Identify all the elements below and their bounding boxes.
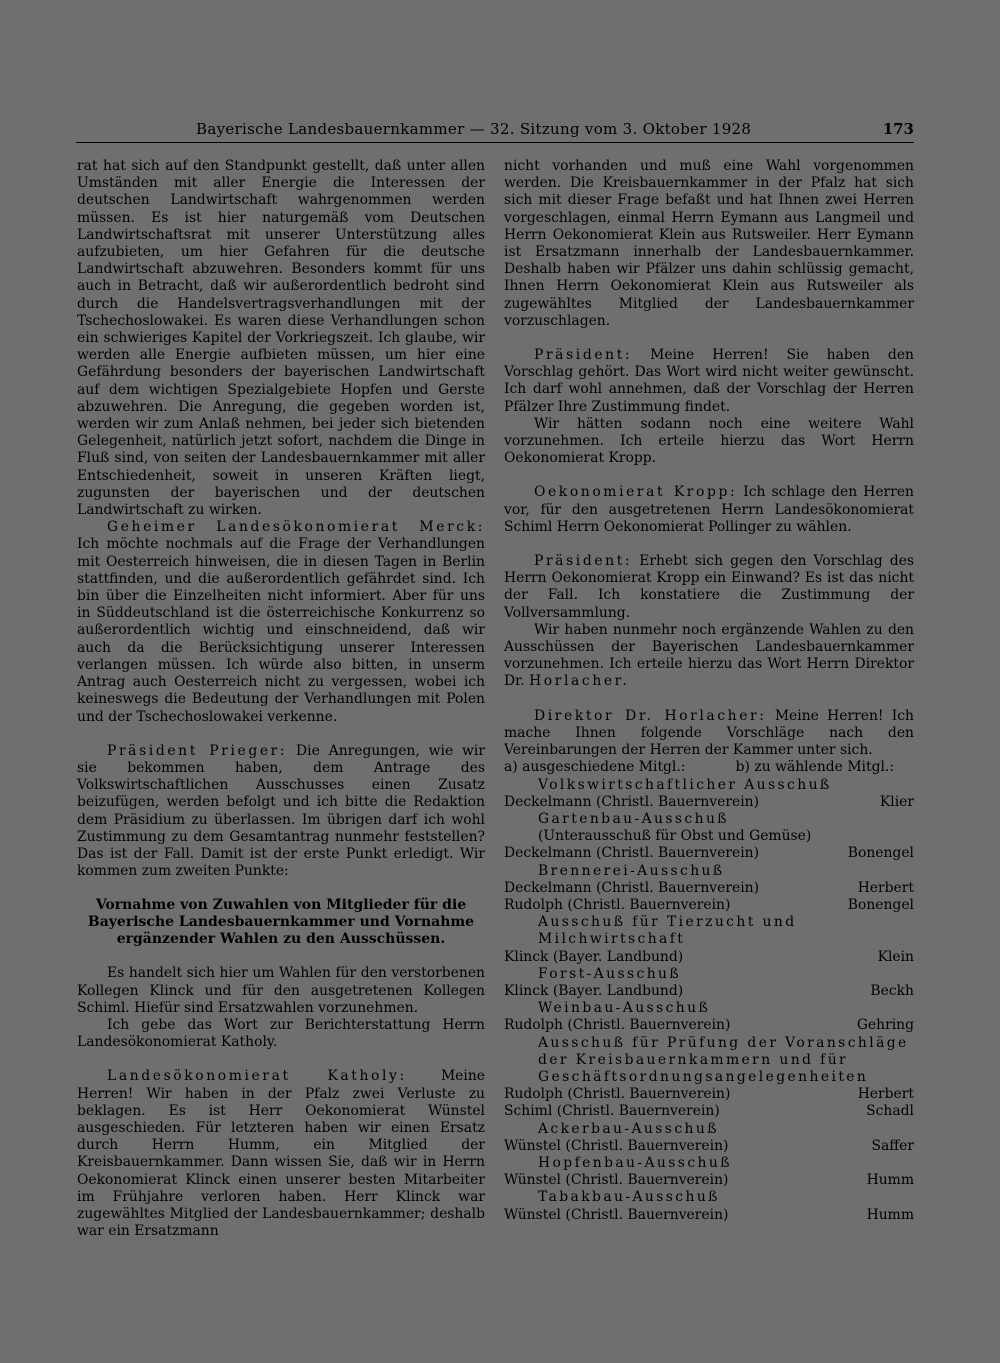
departing-member: Deckelmann (Christl. Bauernverein): [504, 845, 760, 862]
committee-block: [504, 1121, 914, 1155]
election-row: [504, 897, 914, 914]
paragraph: nicht vorhanden und muß eine Wahl vorgenommen werden. Die Kreisbauernkammer in der Pfalz hat sich sich mit dieser Frage befaßt und hat Ihnen zwei Herren vorgeschlagen, einmal Herrn Eymann aus Langmeil und Herrn Oekonomierat Klein aus Rutsweiler. Herr Eymann ist Ersatzmann innerhalb der Landesbauernkammer. Deshalb haben wir Pfälzer uns dahin schlüssig gemacht, Ihnen Herrn Oekonomierat Klein aus Rutsweiler als zugewähltes Mitglied der Landesbauernkammer vorzuschlagen.: [504, 158, 914, 329]
speech-text: Ich schlage den Herren vor, für den ausgetretenen Herrn Landesökonomierat Schiml Herrn Oekonomierat Pollinger zu wählen.: [504, 484, 914, 535]
paragraph: [504, 484, 914, 536]
page-number: 173: [882, 120, 914, 138]
departing-member: Deckelmann (Christl. Bauernverein): [504, 879, 760, 896]
committee-block: [504, 1035, 914, 1121]
elected-member: Herbert: [857, 1086, 914, 1103]
speaker-name: Landesökonomierat Katholy:: [107, 1068, 407, 1085]
departing-member: Klinck (Bayer. Landbund): [504, 948, 684, 965]
elected-member: Klier: [879, 793, 914, 810]
elected-member: Beckh: [870, 982, 914, 999]
speech-text: Meine Herren! Ich mache Ihnen folgende Vorschläge nach den Vereinbarungen der Herren der Kammer unter sich.: [504, 707, 914, 759]
page-header: [76, 120, 914, 143]
elected-member: Humm: [866, 1206, 914, 1223]
elected-member: Klein: [877, 948, 914, 965]
speaker-name: Präsident:: [534, 553, 633, 570]
paragraph: [504, 553, 914, 622]
paragraph: [77, 743, 485, 881]
elected-member: Schadl: [866, 1103, 914, 1120]
speaker-name: Präsident Prieger:: [107, 742, 288, 759]
speech-text: Ich möchte nochmals auf die Frage der Verhandlungen mit Oesterreich hinweisen, die in diesen Tagen in Berlin stattfinden, und die außerordentlich gefährdet sind. Ich bin über die Einzelheiten nicht informiert. Aber für uns in Süddeutschland ist die österreichische Konkurrenz so außerordentlich wichtig und einschneidend, daß wir auch da die Berücksichtigung unserer Interessen verlangen müssen. Ich würde also bitten, in unserm Antrag auch Oesterreich nicht zu vergessen, wobei ich keineswegs die Bedeutung der Verhandlungen mit Polen und der Tschechoslowakei verkenne.: [77, 536, 485, 725]
column-header-departing: a) ausgeschiedene Mitgl.:: [504, 759, 686, 776]
speaker-name: Präsident:: [534, 347, 633, 364]
right-column: [504, 158, 914, 1224]
committee-block: [504, 777, 914, 811]
elected-member: Herbert: [857, 879, 914, 896]
committee-name: Hopfenbau-Ausschuß: [538, 1154, 732, 1171]
election-table-header: [504, 759, 914, 776]
election-row: [504, 1138, 914, 1155]
elected-member: Saffer: [871, 1137, 914, 1154]
agenda-heading: Vornahme von Zuwahlen von Mitglieder für die Bayerische Landesbauernkammer und Vornahme ergänzender Wahlen zu den Ausschüssen.: [87, 897, 475, 948]
election-row: [504, 1017, 914, 1034]
committee-name: Forst-Ausschuß: [538, 965, 682, 982]
committee-block: [504, 966, 914, 1000]
departing-member: Rudolph (Christl. Bauernverein): [504, 1086, 731, 1103]
committee-list: [504, 777, 914, 1224]
speaker-name: Direktor Dr. Horlacher:: [534, 707, 767, 724]
committee-name: Volkswirtschaftlicher Ausschuß: [538, 776, 832, 793]
speech-text: Meine Herren! Wir haben in der Pfalz zwei Verluste zu beklagen. Es ist Herr Oekonomierat Wünstel ausgeschieden. Für letzteren haben wir einen Ersatz durch Herrn Humm, ein Mitglied der Kreisbauernkammer. Dann wissen Sie, daß wir in Herrn Oekonomierat Klinck einen unserer besten Mitarbeiter im Frühjahre verloren haben. Herr Klinck war zugewähltes Mitglied der Landesbauernkammer; deshalb war ein Ersatzmann: [77, 1068, 485, 1240]
paragraph: [77, 1068, 485, 1240]
paragraph: [504, 708, 914, 760]
departing-member: Schiml (Christl. Bauernverein): [504, 1103, 720, 1120]
paragraph: [504, 622, 914, 691]
election-row: [504, 845, 914, 862]
paragraph: rat hat sich auf den Standpunkt gestellt, daß unter allen Umständen mit aller Energie die Interessen der deutschen Landwirtschaft wahrgenommen werden müssen. Es ist hier naturgemäß vom Deutschen Landwirtschaftsrat mit unserer Unterstützung alles aufzubieten, um hier Gefahren für die deutsche Landwirtschaft abzuwehren. Besonders kommt für uns auch in Betracht, daß wir außerordentlich bedroht sind durch die Handelsvertragsverhandlungen mit der Tschechoslowakei. Es waren diese Verhandlungen schon ein schwieriges Kapitel der Vorkriegszeit. Ich glaube, wir werden alle Energie aufbieten müssen, um hier eine Gefährdung besonders der bayerischen Landwirtschaft auf dem wichtigen Spezialgebiete Hopfen und Gerste abzuwehren. Die Anregung, die gegeben worden ist, werden wir zum Anlaß nehmen, bei jeder sich bietenden Gelegenheit, natürlich jetzt sofort, nachdem die Dinge in Fluß sind, von seiten der Landesbauernkammer mit aller Entschiedenheit, soweit in unseren Kräften liegt, zugunsten der bayerischen und der deutschen Landwirtschaft zu wirken.: [77, 158, 485, 519]
committee-block: [504, 1189, 914, 1223]
paragraph: Es handelt sich hier um Wahlen für den verstorbenen Kollegen Klinck und für den ausgetretenen Kollegen Schiml. Hiefür sind Ersatzwahlen vorzunehmen.: [77, 965, 485, 1016]
committee-name: Gartenbau-Ausschuß: [538, 810, 729, 827]
departing-member: Deckelmann (Christl. Bauernverein): [504, 793, 760, 810]
election-row: [504, 983, 914, 1000]
elected-member: Bonengel: [847, 896, 914, 913]
paragraph: Ich gebe das Wort zur Berichterstattung Herrn Landesökonomierat Katholy.: [77, 1016, 485, 1051]
column-header-elected: b) zu wählende Mitgl.:: [735, 759, 894, 776]
departing-member: Klinck (Bayer. Landbund): [504, 982, 684, 999]
committee-name: Ackerbau-Ausschuß: [538, 1120, 719, 1137]
election-row: [504, 1086, 914, 1103]
departing-member: Wünstel (Christl. Bauernverein): [504, 1206, 729, 1223]
election-row: [504, 1103, 914, 1120]
committee-block: [504, 811, 914, 863]
committee-name: Weinbau-Ausschuß: [538, 1000, 711, 1017]
running-head: Bayerische Landesbauernkammer — 32. Sitzung vom 3. Oktober 1928: [196, 120, 752, 138]
election-row: [504, 880, 914, 897]
speaker-name: Oekonomierat Kropp:: [534, 484, 738, 501]
committee-block: [504, 863, 914, 915]
paragraph: [77, 519, 485, 725]
left-column: [77, 158, 485, 1240]
committee-name: Ausschuß für Tierzucht und Milchwirtschaft: [538, 914, 797, 948]
speech-text: Meine Herren! Sie haben den Vorschlag gehört. Das Wort wird nicht weiter gewünscht. Ich darf wohl annehmen, daß der Vorschlag der Herren Pfälzer Ihre Zustimmung findet.: [504, 347, 914, 415]
committee-block: [504, 1000, 914, 1034]
committee-block: [504, 914, 914, 966]
election-row: [504, 794, 914, 811]
committee-subtitle: (Unterausschuß für Obst und Gemüse): [538, 828, 812, 845]
speech-text: Die Anregungen, wie wir sie bekommen haben, dem Antrage des Volkswirtschaftlichen Ausschusses einen Zusatz beizufügen, werden befolgt und ich bitte die Redaktion dem Präsidium zu überlassen. Im übrigen darf ich wohl Zustimmung zu dem Gesamtantrag nunmehr feststellen? Das ist der Fall. Damit ist der erste Punkt erledigt. Wir kommen zum zweiten Punkte:: [77, 742, 485, 880]
election-row: [504, 1172, 914, 1189]
departing-member: Wünstel (Christl. Bauernverein): [504, 1172, 729, 1189]
committee-name: Brennerei-Ausschuß: [538, 862, 725, 879]
committee-name: Tabakbau-Ausschuß: [538, 1189, 720, 1206]
elected-member: Gehring: [856, 1017, 914, 1034]
paragraph: [504, 347, 914, 416]
elected-member: Bonengel: [847, 845, 914, 862]
election-row: [504, 1207, 914, 1224]
speech-text: Erhebt sich gegen den Vorschlag des Herrn Oekonomierat Kropp ein Einwand? Es ist das nicht der Fall. Ich konstatiere die Zustimmung der Vollversammlung.: [504, 553, 914, 621]
speaker-name: Horlacher.: [529, 673, 630, 690]
election-row: [504, 949, 914, 966]
departing-member: Rudolph (Christl. Bauernverein): [504, 1017, 731, 1034]
speaker-name: Geheimer Landesökonomierat Merck:: [107, 519, 485, 536]
paragraph: Wir hätten sodann noch eine weitere Wahl vorzunehmen. Ich erteile hierzu das Wort Herrn Oekonomierat Kropp.: [504, 415, 914, 467]
departing-member: Wünstel (Christl. Bauernverein): [504, 1137, 729, 1154]
departing-member: Rudolph (Christl. Bauernverein): [504, 896, 731, 913]
committee-name: Ausschuß für Prüfung der Voranschläge der Kreisbauernkammern und für Geschäftsordnungsangelegenheiten: [538, 1034, 909, 1085]
elected-member: Humm: [866, 1172, 914, 1189]
speech-text: Wir haben nunmehr noch ergänzende Wahlen zu den Ausschüssen der Bayerischen Landesbauernkammer vorzunehmen. Ich erteile hierzu das Wort Herrn Direktor Dr.: [504, 621, 914, 690]
committee-block: [504, 1155, 914, 1189]
